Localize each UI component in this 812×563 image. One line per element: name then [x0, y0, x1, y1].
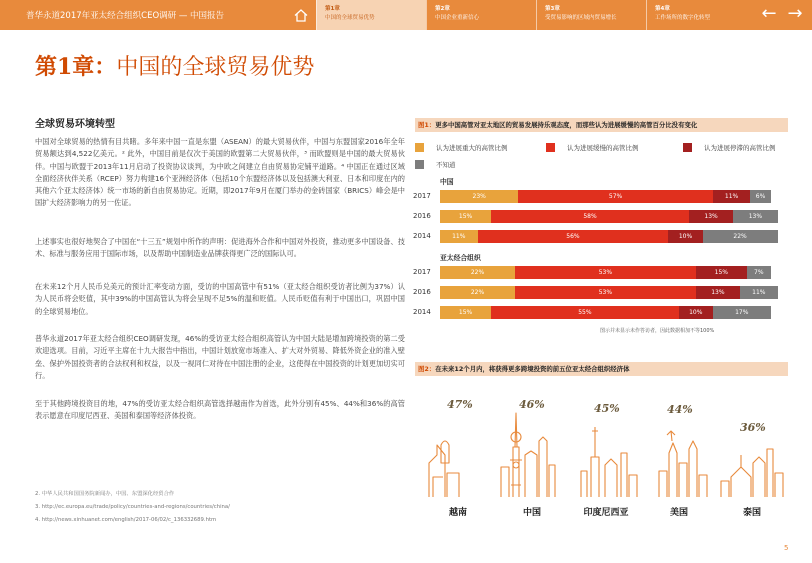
year-tick-label: 2017: [413, 192, 431, 200]
chapter-tab-subtitle: 受贸易影响的区域内贸易增长: [545, 15, 617, 21]
bar-segment: 13%: [689, 210, 733, 223]
percent-label: 47%: [447, 398, 473, 411]
stacked-bar: [440, 286, 781, 299]
legend-label: 认为进展缓慢的高管比例: [567, 144, 639, 152]
chapter-tab-label: 第3章: [545, 6, 560, 12]
year-tick-label: 2014: [413, 232, 431, 240]
legend-swatch: [683, 143, 692, 152]
chapter-tab-label: 第4章: [655, 6, 670, 12]
chapter-title-text: 中国的全球贸易优势: [116, 55, 315, 80]
next-page-arrow-icon[interactable]: →: [787, 3, 803, 24]
percent-label: 44%: [667, 403, 693, 416]
bar-segment: 56%: [478, 230, 669, 243]
country-label: 中国: [522, 508, 542, 518]
home-button[interactable]: [287, 0, 315, 30]
legend-swatch: [415, 160, 424, 169]
prev-page-arrow-icon[interactable]: ←: [761, 3, 777, 24]
footnote-link[interactable]: 3. http://ec.europa.eu/trade/policy/countries-and-regions/countries/china/: [35, 503, 230, 510]
figure-1-caption: [415, 118, 788, 132]
page-number: 5: [784, 544, 789, 552]
legend-swatch: [546, 143, 555, 152]
bar-segment: 23%: [440, 190, 518, 203]
bar-segment: 55%: [491, 306, 679, 319]
stacked-bar: [440, 230, 781, 243]
figure-2-caption: [415, 362, 788, 376]
percent-label: 45%: [594, 402, 620, 415]
paragraph-1: 中国对全球贸易的热情有目共睹。多年来中国一直是东盟（ASEAN）的最大贸易伙伴，中国与东盟国家2016年全年贸易额达到4,522亿美元。² 此外，中国目前是仅次于美国的欧盟第二大贸易伙伴，³ 而欧盟则是中国的最大贸易伙伴。中国与欧盟于2013年11月启动了投资协议谈判，为中欧之间建立自由贸易协定铺平道路。⁴ 中国正在通过区域全面经济伙伴关系（RCEP）努力构建16个亚洲经济体（包括10个东盟经济体以及包括澳大利亚、日本和印度在内的其他六个亚太经济体）统一市场的新自由贸易协定。近期，即2017年9月在厦门举办的金砖国家（BRICS）峰会是中国扩大经济影响力的另一佐证。: [35, 137, 405, 208]
top-bar: [0, 0, 812, 30]
bar-segment: 22%: [440, 286, 515, 299]
legend-swatch: [415, 143, 424, 152]
section-title: 全球贸易环境转型: [35, 119, 115, 130]
percent-label: 46%: [519, 398, 545, 411]
chapter-tab-subtitle: 工作场所的数字化转型: [655, 15, 711, 21]
figure-title: 更多中国高管对亚太地区的贸易发展持乐观态度，而那些认为进展缓慢的高管百分比没有变化: [435, 121, 698, 129]
country-label: 越南: [448, 508, 468, 518]
year-tick-label: 2016: [413, 288, 431, 296]
bar-segment: 6%: [750, 190, 770, 203]
paragraph-4: 普华永道2017年亚太经合组织CEO调研发现，46%的受访亚太经合组织高管认为中国大陆是增加跨境投资的第二受欢迎选项。目前，习近平主席在十九大报告中指出，中国计划放宽市场准入、扩大对外贸易、降低外资企业的准入壁垒、保护外国投资者的合法权利和权益，以及一视同仁对待在中国注册的企业，这使得在中国投资的计划更加切实可行。: [35, 334, 405, 380]
legend-item-major: [415, 143, 508, 152]
bar-segment: 13%: [696, 286, 740, 299]
chapter-tab-4[interactable]: [646, 0, 756, 30]
bar-segment: 15%: [440, 306, 491, 319]
bar-segment: 57%: [518, 190, 712, 203]
report-title: 普华永道2017年亚太经合组织CEO调研 — 中国报告: [26, 11, 225, 21]
figure-label: 图2：: [418, 365, 436, 373]
bar-segment: 22%: [703, 230, 778, 243]
legend-item-stalled: [683, 143, 776, 152]
chapter-tab-1[interactable]: [316, 0, 426, 30]
year-tick-label: 2017: [413, 268, 431, 276]
percent-label: 36%: [740, 421, 766, 434]
bar-segment: 11%: [440, 230, 478, 243]
paragraph-5: 至于其他跨境投资目的地，47%的受访亚太经合组织高管选择越南作为首选，此外分别有45%、44%和36%的高管表示愿意在印度尼西亚、美国和泰国等经济体投资。: [35, 399, 405, 421]
chapter-tab-2[interactable]: [426, 0, 536, 30]
bar-segment: 17%: [713, 306, 771, 319]
bar-segment: 11%: [740, 286, 778, 299]
chapter-tab-3[interactable]: [536, 0, 646, 30]
legend-label: 不知道: [436, 161, 456, 169]
bar-segment: 58%: [491, 210, 689, 223]
figure-title: 在未来12个月内，将获得更多跨境投资的前五位亚太经合组织经济体: [435, 365, 630, 373]
chapter-tab-subtitle: 中国企业重新信心: [435, 15, 480, 21]
bar-segment: 10%: [679, 306, 713, 319]
chapter-tab-label: 第2章: [435, 6, 450, 12]
chart-group-label: 中国: [440, 178, 454, 186]
figure-label: 图1：: [418, 121, 436, 129]
bar-segment: 15%: [440, 210, 491, 223]
chapter-number: 第1章：: [35, 54, 117, 80]
stacked-bar: [440, 210, 781, 223]
bar-segment: 53%: [515, 286, 696, 299]
legend-item-unknown: [415, 160, 456, 169]
chapter-tab-label: 第1章: [325, 6, 340, 12]
year-tick-label: 2016: [413, 212, 431, 220]
footnote-link[interactable]: 4. http://news.xinhuanet.com/english/2017-06/02/c_136332689.htm: [35, 516, 217, 523]
chart-group-label: 亚太经合组织: [440, 254, 481, 262]
stacked-bar: [440, 190, 781, 203]
bar-segment: 53%: [515, 266, 696, 279]
bar-segment: 22%: [440, 266, 515, 279]
bar-segment: 10%: [668, 230, 702, 243]
year-tick-label: 2014: [413, 308, 431, 316]
paragraph-2: 上述事实也很好地契合了中国在“十三五”规划中所作的声明：促进海外合作和中国对外投资，推动更多中国设备、技术、标准与服务应用于国际市场，以及帮助中国制造业品牌获得更广泛的国际认可。: [35, 237, 405, 259]
bar-segment: 13%: [733, 210, 777, 223]
country-label: 泰国: [742, 508, 762, 518]
country-label: 印度尼西亚: [583, 508, 629, 518]
bar-segment: 11%: [713, 190, 751, 203]
country-label: 美国: [669, 508, 689, 518]
stacked-bar: [440, 306, 781, 319]
bar-segment: 15%: [696, 266, 747, 279]
chapter-tab-subtitle: 中国的全球贸易优势: [325, 15, 375, 21]
legend-label: 认为进展重大的高管比例: [436, 144, 508, 152]
home-icon: [294, 9, 308, 22]
stacked-bar: [440, 266, 781, 279]
footnotes: [35, 488, 230, 526]
figure-1-note: 图示并未显示未作答访者，因此数据相加不等100%: [600, 328, 715, 334]
footnote: 2. 中华人民共和国国务院新闻办，中国、东盟深化经贸合作: [35, 491, 175, 497]
paragraph-3: 在未来12个月人民币兑美元的预计汇率变动方面，受访的中国高管中有51%（亚太经合组织受访者比例为37%）认为人民币将会贬值，其中39%的中国高管认为将会呈现不足5%的温和贬值。人民币贬值有利于中国出口，巩固中国的全球贸易地位。: [35, 282, 405, 316]
legend-item-slow: [546, 143, 639, 152]
bar-segment: 7%: [747, 266, 771, 279]
chapter-title: [35, 50, 314, 81]
legend-label: 认为进展停滞的高管比例: [704, 144, 776, 152]
